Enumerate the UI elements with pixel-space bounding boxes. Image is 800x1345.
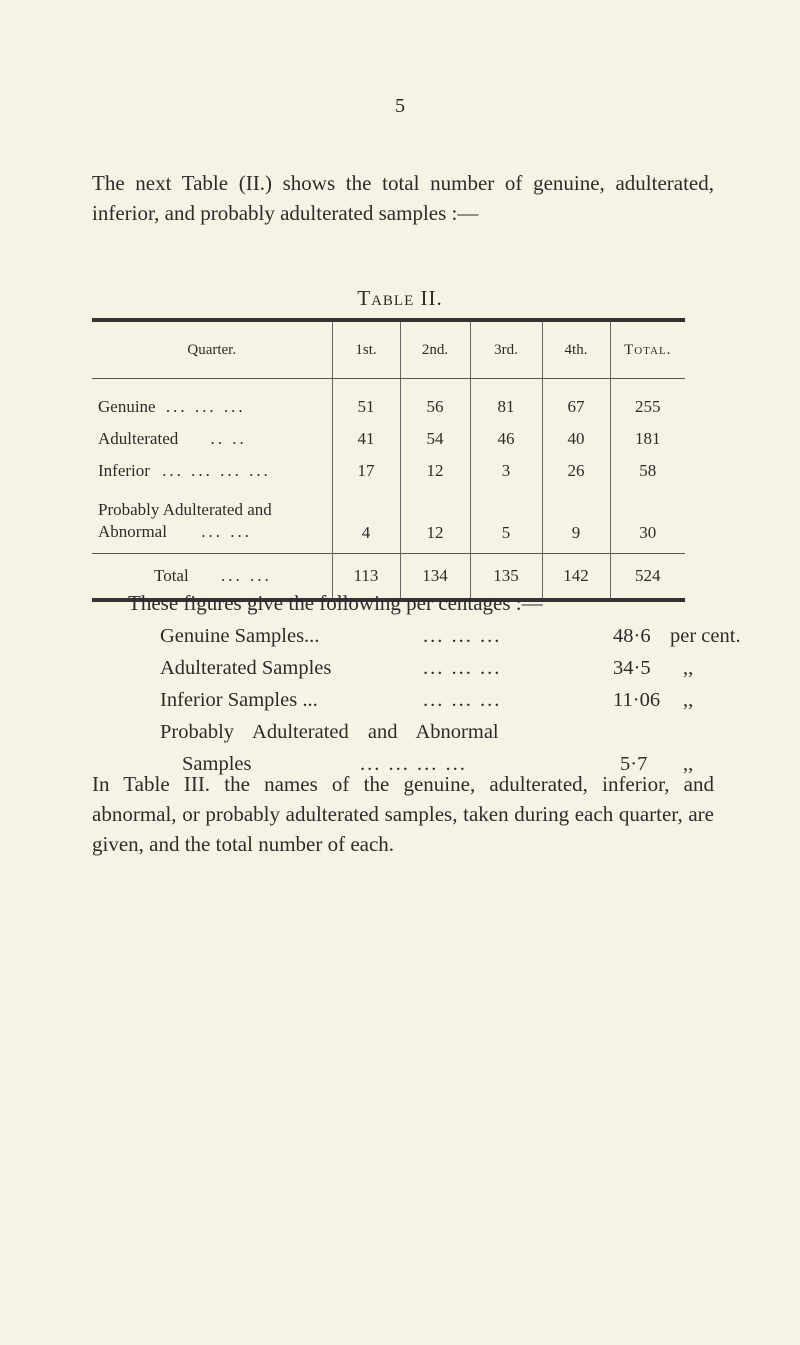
cell-total: 58	[610, 455, 685, 487]
samples-table	[92, 318, 685, 602]
percentage-name: Genuine Samples...	[160, 625, 320, 647]
header-3rd: 3rd.	[470, 320, 542, 379]
cell-1st: 51	[332, 379, 400, 424]
table-row-probably-adulterated	[92, 487, 685, 554]
cell-2nd: 12	[400, 455, 470, 487]
header-total: Total.	[610, 320, 685, 379]
table-title: Table II.	[357, 286, 443, 310]
cell-2nd: 12	[400, 487, 470, 554]
percentage-unit: ,,	[683, 753, 694, 775]
row-label	[92, 423, 332, 455]
row-label-text: Genuine	[98, 397, 156, 416]
percentage-item	[160, 686, 720, 714]
header-quarter: Quarter.	[92, 320, 332, 379]
table-header-row	[92, 320, 685, 379]
total-2nd: 134	[400, 554, 470, 601]
table-row-inferior	[92, 455, 685, 487]
percentage-name-line1: Probably Adulterated and Abnormal	[160, 721, 499, 743]
percentages-list	[160, 622, 741, 778]
page-number: 5	[395, 95, 405, 117]
percentage-unit: per cent.	[670, 625, 741, 647]
row-label-text: Inferior	[98, 461, 150, 480]
percentage-unit: ,,	[683, 657, 694, 679]
cell-2nd: 54	[400, 423, 470, 455]
leader-dots: ... ... ... ...	[360, 753, 467, 775]
cell-total: 181	[610, 423, 685, 455]
row-label	[92, 455, 332, 487]
leader-dots: ... ... ...	[165, 397, 246, 416]
percentage-value: 5·7	[620, 753, 648, 775]
cell-4th: 40	[542, 423, 610, 455]
cell-3rd: 81	[470, 379, 542, 424]
cell-4th: 26	[542, 455, 610, 487]
row-label	[92, 379, 332, 424]
leader-dots: ... ... ... ...	[162, 461, 271, 480]
total-label-text: Total	[154, 566, 189, 585]
table-row-genuine	[92, 379, 685, 424]
cell-4th: 67	[542, 379, 610, 424]
percentage-value: 34·5	[613, 657, 651, 679]
cell-total: 255	[610, 379, 685, 424]
percentage-item	[160, 654, 720, 682]
cell-1st: 4	[332, 487, 400, 554]
header-4th: 4th.	[542, 320, 610, 379]
row-label-line2: Abnormal	[98, 522, 167, 541]
closing-paragraph: In Table III. the names of the genuine, adulterated, inferior, and abnormal, or probably adulterated samples, taken during each quarter, are given, and the total number of each.	[92, 772, 714, 856]
cell-1st: 41	[332, 423, 400, 455]
total-1st: 113	[332, 554, 400, 601]
cell-3rd: 3	[470, 455, 542, 487]
total-4th: 142	[542, 554, 610, 601]
row-label-line1: Probably Adulterated and	[98, 500, 272, 519]
percentage-item	[160, 718, 720, 746]
total-grand: 524	[610, 554, 685, 601]
percentage-value: 11·06	[613, 689, 661, 711]
percentages-intro: These figures give the following per centages :—	[128, 591, 543, 615]
percentage-name: Inferior Samples ...	[160, 689, 318, 711]
leader-dots: .. ..	[210, 429, 247, 448]
leader-dots: ... ... ...	[423, 625, 502, 647]
leader-dots: ... ...	[201, 522, 252, 541]
leader-dots: ... ...	[220, 566, 272, 585]
row-label	[92, 487, 332, 554]
cell-1st: 17	[332, 455, 400, 487]
cell-total: 30	[610, 487, 685, 554]
header-2nd: 2nd.	[400, 320, 470, 379]
leader-dots: ... ... ...	[423, 689, 502, 711]
cell-3rd: 46	[470, 423, 542, 455]
percentage-name-line2: Samples	[182, 753, 252, 775]
percentage-unit: ,,	[683, 689, 694, 711]
total-3rd: 135	[470, 554, 542, 601]
percentage-name: Adulterated Samples	[160, 657, 332, 679]
percentage-value: 48·6	[613, 625, 651, 647]
intro-paragraph: The next Table (II.) shows the total number of genuine, adulterated, inferior, and probably adulterated samples :—	[92, 171, 714, 225]
header-1st: 1st.	[332, 320, 400, 379]
leader-dots: ... ... ...	[423, 657, 502, 679]
row-label-text: Adulterated	[98, 429, 179, 448]
percentage-item	[160, 622, 741, 650]
cell-3rd: 5	[470, 487, 542, 554]
cell-4th: 9	[542, 487, 610, 554]
cell-2nd: 56	[400, 379, 470, 424]
table-row-adulterated	[92, 423, 685, 455]
